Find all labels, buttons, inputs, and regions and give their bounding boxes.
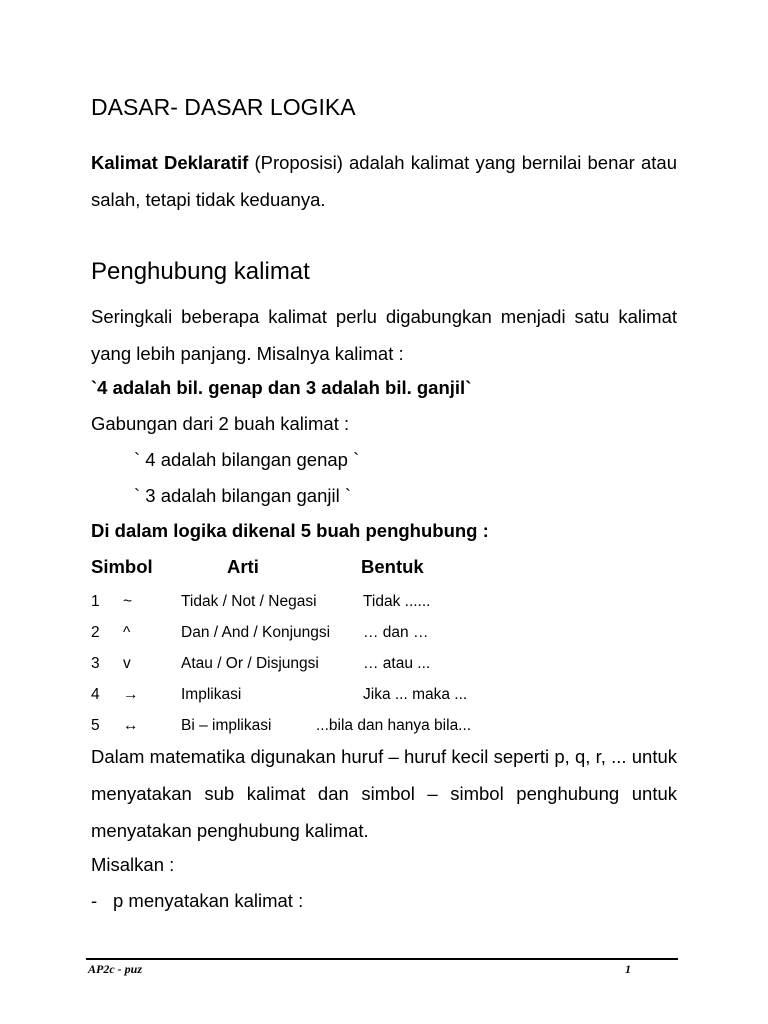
sub-sentence-2: ` 3 adalah bilangan ganjil ` [134,485,352,506]
table-cell-arti: Bi – implikasi [181,717,272,734]
combination-label: Gabungan dari 2 buah kalimat : [91,413,350,434]
table-cell-symbol: ↔ [123,717,139,734]
table-cell-no: 4 [91,686,100,703]
bullet-marker: - [91,890,98,911]
page-number: 1 [625,962,631,976]
table-cell-arti: Implikasi [181,686,242,703]
table-cell-bentuk: … dan … [363,624,429,641]
math-paragraph: Dalam matematika digunakan huruf – huruf kecil seperti p, q, r, ... untuk menyatakan sub kalimat dan simbol – simbol penghubung untuk menyatakan penghubung kalimat. [91,746,677,841]
definition-term: Kalimat Deklaratif [91,152,249,173]
table-header-arti: Arti [227,556,259,577]
table-cell-symbol: v [123,655,131,672]
table-cell-arti: Atau / Or / Disjungsi [181,655,319,672]
table-cell-no: 2 [91,624,100,641]
table-cell-no: 1 [91,593,100,610]
page-title: DASAR- DASAR LOGIKA [91,94,356,120]
section-heading: Penghubung kalimat [91,258,310,285]
example-label: Misalkan : [91,854,175,875]
bullet-text: p menyatakan kalimat : [113,890,304,911]
table-cell-bentuk: ...bila dan hanya bila... [316,717,472,734]
footer-divider [86,958,678,960]
table-header-simbol: Simbol [91,556,153,577]
example-sentence: `4 adalah bil. genap dan 3 adalah bil. ganjil` [91,377,472,398]
definition-text: (Proposisi) adalah kalimat yang bernilai benar atau salah, tetapi tidak keduanya. [91,152,677,210]
table-cell-bentuk: Tidak ...... [363,593,431,610]
intro-paragraph: Seringkali beberapa kalimat perlu digabungkan menjadi satu kalimat yang lebih panjang. Misalnya kalimat : [91,306,677,364]
connectives-intro: Di dalam logika dikenal 5 buah penghubung : [91,520,489,541]
table-cell-no: 5 [91,717,100,734]
table-cell-symbol: → [123,686,139,703]
table-cell-no: 3 [91,655,100,672]
table-cell-symbol: ^ [123,624,131,641]
table-cell-symbol: ~ [123,593,133,610]
table-header-bentuk: Bentuk [361,556,424,577]
sub-sentence-1: ` 4 adalah bilangan genap ` [134,449,360,470]
table-cell-bentuk: Jika ... maka ... [363,686,468,703]
table-cell-bentuk: … atau ... [363,655,431,672]
definition-paragraph [91,144,677,218]
footer-label: AP2c - puz [88,962,142,976]
table-cell-arti: Dan / And / Konjungsi [181,624,331,641]
table-cell-arti: Tidak / Not / Negasi [181,593,317,610]
